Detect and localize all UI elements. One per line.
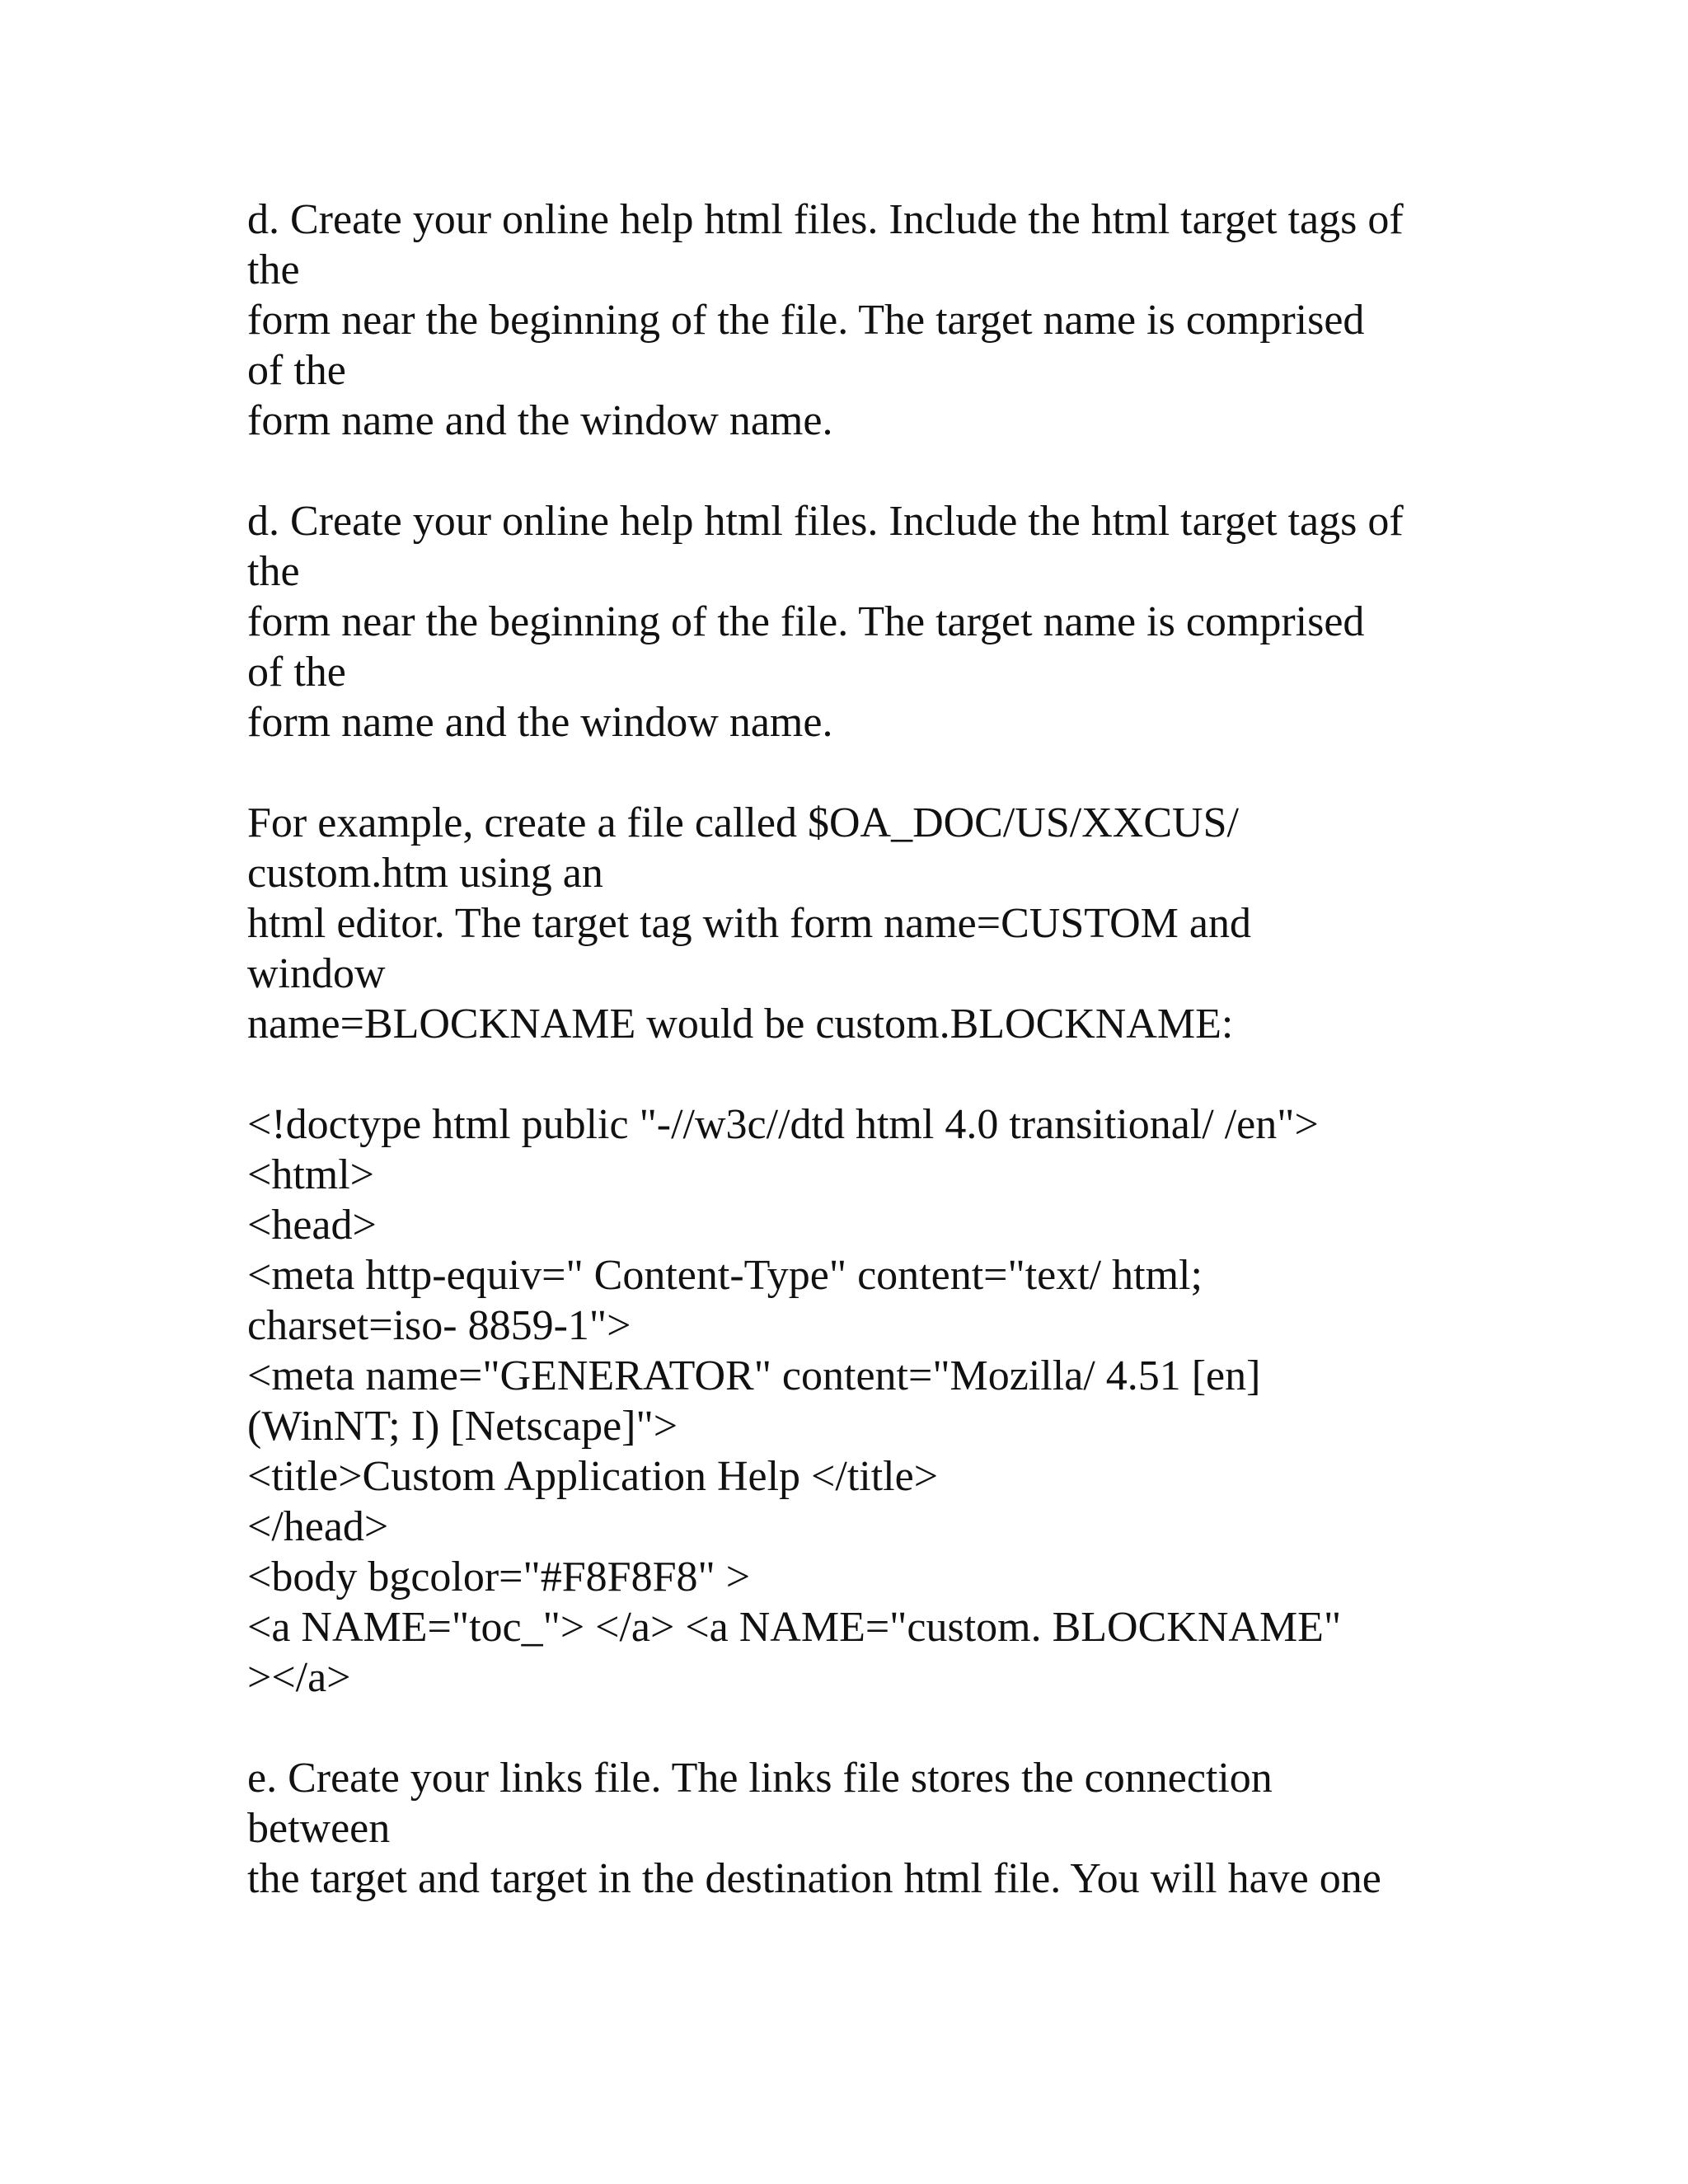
text-line: form near the beginning of the file. The target name is comprised — [247, 598, 1365, 645]
code-line: <meta name="GENERATOR" content="Mozilla/ 4.51 [en] — [247, 1352, 1261, 1399]
text-line: html editor. The target tag with form name=CUSTOM and — [247, 900, 1251, 947]
document-page — [247, 194, 1484, 1904]
code-line: <meta http-equiv=" Content-Type" content="text/ html; — [247, 1252, 1203, 1299]
code-line: </head> — [247, 1503, 389, 1550]
text-line: d. Create your online help html files. Include the html target tags of — [247, 196, 1404, 243]
text-line: form name and the window name. — [247, 699, 833, 746]
code-line: <title>Custom Application Help </title> — [247, 1453, 939, 1500]
code-line: ></a> — [247, 1654, 351, 1701]
code-line: <html> — [247, 1151, 374, 1198]
code-line: <head> — [247, 1202, 377, 1249]
paragraph-step-d-first — [247, 194, 1484, 446]
paragraph-html-code — [247, 1099, 1484, 1703]
paragraph-example — [247, 798, 1484, 1049]
text-line: form near the beginning of the file. The target name is comprised — [247, 297, 1365, 344]
paragraph-gap — [247, 748, 1484, 798]
text-line: window — [247, 950, 386, 997]
code-line: (WinNT; I) [Netscape]"> — [247, 1403, 678, 1450]
paragraph-gap — [247, 1703, 1484, 1753]
paragraph-step-d-second — [247, 496, 1484, 748]
paragraph-gap — [247, 446, 1484, 496]
text-line: the — [247, 548, 300, 595]
text-line: of the — [247, 649, 346, 696]
paragraph-step-e — [247, 1753, 1484, 1904]
paragraph-gap — [247, 1049, 1484, 1099]
code-line: charset=iso- 8859-1"> — [247, 1302, 631, 1349]
text-line: of the — [247, 347, 346, 394]
text-line: between — [247, 1805, 391, 1852]
code-line: <!doctype html public "-//w3c//dtd html 4.0 transitional/ /en"> — [247, 1101, 1319, 1148]
code-line: <a NAME="toc_"> </a> <a NAME="custom. BLOCKNAME" — [247, 1604, 1342, 1651]
text-line: d. Create your online help html files. Include the html target tags of — [247, 498, 1404, 545]
code-line: <body bgcolor="#F8F8F8" > — [247, 1554, 751, 1601]
text-line: e. Create your links file. The links file stores the connection — [247, 1755, 1273, 1802]
text-line: form name and the window name. — [247, 397, 833, 444]
text-line: the target and target in the destination html file. You will have one — [247, 1855, 1381, 1902]
text-line: name=BLOCKNAME would be custom.BLOCKNAME: — [247, 1001, 1234, 1047]
text-line: For example, create a file called $OA_DOC/US/XXCUS/ — [247, 799, 1239, 846]
text-line: custom.htm using an — [247, 850, 603, 897]
text-line: the — [247, 246, 300, 293]
